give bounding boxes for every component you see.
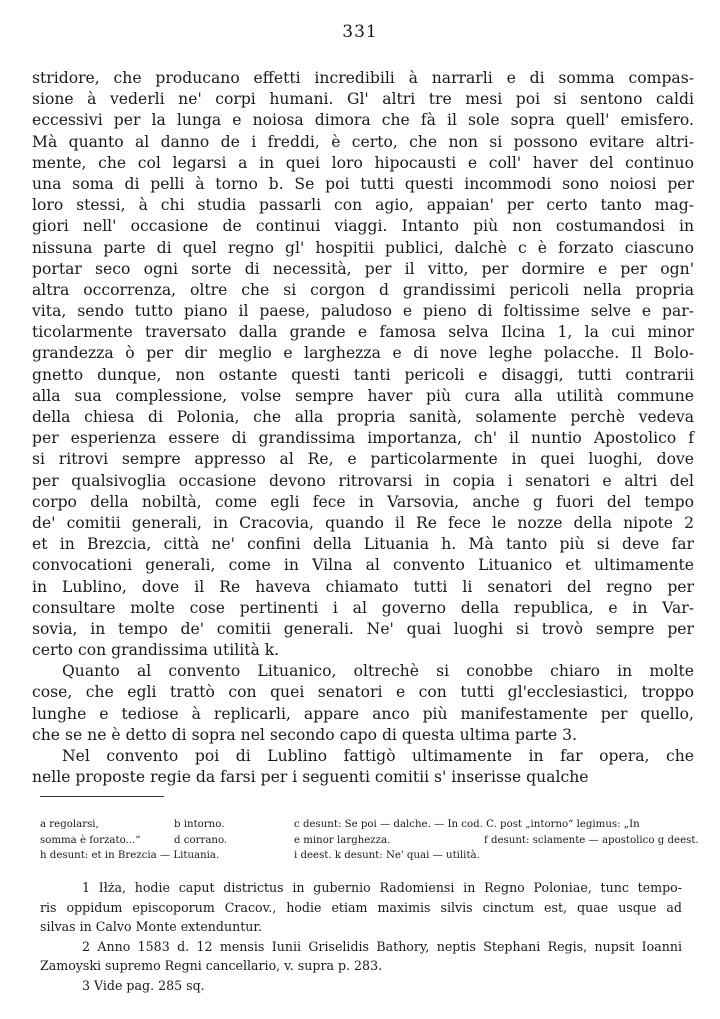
text-line: consultare molte cose pertinenti i al governo della republica, e in Var-	[32, 598, 694, 617]
text-line: sovia, in tempo de' comitii generali. Ne' quai luoghi si trovò sempre per	[32, 619, 694, 638]
text-line: certo con grandissima utilità k.	[32, 641, 280, 660]
apparatus-note: i deest. k desunt: Ne' quai — utilità.	[294, 850, 480, 861]
apparatus-row	[40, 817, 690, 833]
page-number: 331	[342, 22, 378, 42]
text-line: della chiesa di Polonia, che alla propria sanità, solamente perchè vedeva	[32, 408, 694, 426]
text-line: convocationi generali, come in Vilna al convento Lituanico et ultimamente	[32, 556, 694, 575]
footnote-line: ris oppidum episcoporum Cracov., hodie etiam maximis silvis cinctum est, quae usque ad	[40, 899, 682, 915]
text-line: in Lublino, dove il Re haveva chiamato tutti li senatori del regno per	[32, 577, 694, 596]
text-line: lunghe e tediose à replicarli, appare anco più manifestamente per quello,	[32, 704, 694, 723]
apparatus-note: e minor larghezza.	[294, 834, 391, 846]
text-line: una soma di pelli à torno b. Se poi tutti questi incommodi sono noiosi per	[32, 174, 694, 193]
text-line: corpo della nobiltà, come egli fece in Varsovia, anche g fuori del tempo	[32, 492, 694, 511]
text-line: per esperienza essere di grandissima importanza, ch' il nuntio Apostolico f	[32, 429, 694, 448]
text-line: mente, che col legarsi a in quei loro hipocausti e coll' haver del continuo	[32, 153, 694, 172]
footnote-line: 1 Iłża, hodie caput districtus in gubernio Radomiensi in Regno Poloniae, tunc tempo-	[82, 880, 682, 895]
text-line: che se ne è detto di sopra nel secondo capo di questa ultima parte 3.	[32, 725, 578, 744]
apparatus-row	[40, 848, 690, 864]
apparatus-note	[484, 848, 690, 864]
text-line: gnetto dunque, non ostante questi tanti pericoli e disaggi, tutti contrarii	[32, 365, 694, 384]
text-line: Mà quanto al danno de i freddi, è certo, che non si possono evitare altri-	[32, 132, 694, 151]
text-line: nelle proposte regie da farsi per i seguenti comitii s' inserisse qualche	[32, 768, 589, 787]
text-line: stridore, che producano effetti incredibili à narrarli e di somma compas-	[32, 69, 694, 87]
text-line: nissuna parte di quel regno gl' hospitii publici, dalchè c è forzato ciascuno	[32, 238, 694, 257]
apparatus-note: a regolarsi,	[40, 819, 99, 830]
apparatus-note	[484, 817, 690, 833]
footnote-line: silvas in Calvo Monte extenduntur.	[40, 919, 263, 934]
text-line: et in Brezcia, città ne' confini della Lituania h. Mà tanto più si deve far	[32, 535, 694, 554]
text-line: alla sua complessione, volse sempre haver più cura alla utilità commune	[32, 386, 694, 405]
footnotes	[40, 878, 682, 995]
text-line: per qualsivoglia occasione devono ritrovarsi in copia i senatori e altri del	[32, 471, 694, 490]
text-line: eccessivi per la lunga e noiosa dimora che fà il sole sopra quell' emisfero.	[32, 111, 694, 130]
apparatus-note: b intorno.	[174, 819, 225, 830]
apparatus-note: f desunt: sclamente — apostolico g deest.	[484, 834, 699, 846]
apparatus-note	[174, 848, 294, 864]
text-line: Quanto al convento Lituanico, oltrechè si conobbe chiaro in molte	[62, 662, 694, 681]
text-line: de' comitii generali, in Cracovia, quando il Re fece le nozze della nipote 2	[32, 513, 694, 532]
main-text	[32, 68, 694, 788]
critical-apparatus	[40, 817, 699, 864]
apparatus-note: d corrano.	[174, 834, 228, 846]
footnote-line: 2 Anno 1583 d. 12 mensis Iunii Griselidis Bathory, neptis Stephani Regis, nupsit Ioanni	[82, 938, 682, 954]
text-line: portar seco ogni sorte di necessità, per il vitto, per dormire e per ogn'	[32, 259, 694, 278]
apparatus-note: c desunt: Se poi — dalche. — In cod. C. post „intorno“ legimus: „In	[294, 819, 640, 830]
text-line: giori nell' occasione de continui viaggi. Intanto più non costumandosi in	[32, 217, 694, 236]
text-line: altra occorrenza, oltre che si corgon d grandissimi pericoli nella propria	[32, 280, 694, 299]
text-line: si ritrovi sempre appresso al Re, e particolarmente in quei luoghi, dove	[32, 450, 694, 469]
text-line: cose, che egli trattò con quei senatori e con tutti gl'ecclesiastici, troppo	[32, 683, 694, 702]
text-line: vita, sendo tutto piano il paese, paludoso e pieno di foltissime selve e par-	[32, 302, 694, 321]
footnote-line: Zamoyski supremo Regni cancellario, v. supra p. 283.	[40, 958, 383, 973]
text-line: loro stessi, à chi studia passarli con agio, appaian' per certo tanto mag-	[32, 196, 694, 215]
text-line: grandezza ò per dir meglio e larghezza e di nove leghe polacche. Il Bolo-	[32, 344, 694, 363]
footnote-line: 3 Vide pag. 285 sq.	[82, 977, 205, 993]
footnote-separator	[40, 796, 164, 797]
apparatus-row	[40, 833, 699, 849]
text-line: ticolarmente traversato dalla grande e famosa selva Ilcina 1, la cui minor	[32, 323, 694, 342]
apparatus-note: h desunt: et in Brezcia — Lituania.	[40, 850, 220, 861]
text-line: Nel convento poi di Lublino fattigò ultimamente in far opera, che	[62, 747, 694, 765]
apparatus-note: somma è forzato...“	[40, 834, 141, 846]
text-line: sione à vederli ne' corpi humani. Gl' altri tre mesi poi si sentono caldi	[32, 90, 694, 109]
